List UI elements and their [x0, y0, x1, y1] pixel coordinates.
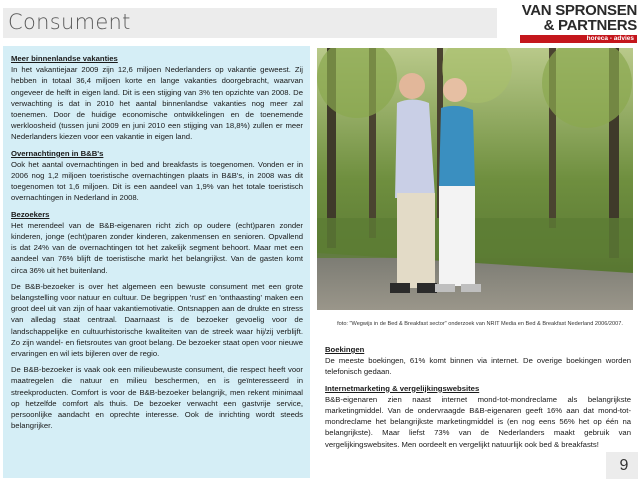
section-heading-internetmarketing: Internetmarketing & vergelijkingswebsites: [325, 383, 480, 393]
section-heading-bezoekers: Bezoekers: [11, 209, 50, 219]
photo-elderly-couple-walking: [317, 48, 633, 310]
right-text-column: [325, 344, 631, 455]
section-heading-vakanties: Meer binnenlandse vakanties: [11, 54, 118, 63]
section-text-vakanties: In het vakantiejaar 2009 zijn 12,6 miljoen Nederlanders op vakantie geweest. Zij hebben in totaal 36,4 miljoen korte en lange vakanties doorgebracht, waarvan ongeveer de helft in eigen land. Dit is een stijging van 3% ten opzichte van 2008. De verwachting is dat in 2010 het aantal binnenlandse vakanties nog meer zal toenemen. Door de huidige economische ontwikkelingen en de toenemende werkloosheid (tussen juni 2009 en juni 2010 een stijging van 18,8%) zullen er meer Nederlanders kiezen voor een vakantie in eigen land.: [11, 65, 303, 142]
page-title: Consument: [8, 10, 131, 34]
section-text-bezoekers-3: De B&B-bezoeker is vaak ook een milieubewuste consument, die respect heeft voor maatregelen die natuur en milieu beschermen, en is geïnteresseerd in streekproducten. Comfort is voor de B&B-bezoeker belangrijk, men rekent minimaal op hetzelfde comfort als thuis. De bezoeker verwacht een gastvrije service, persoonlijke aandacht en oprechte interesse. Ook de inrichting wordt steeds belangrijker.: [11, 365, 303, 431]
logo-bar: [520, 35, 637, 43]
logo-line-1: VAN SPRONSEN: [521, 2, 637, 19]
page-number: 9: [619, 457, 629, 474]
section-text-bezoekers-2: De B&B-bezoeker is over het algemeen een bewuste consument met een grote belangstelling voor natuur en cultuur. De begrippen 'rust' en 'onthaasting' maken een groot deel uit van zijn of haar vakantiemotivatie. Ontsnappen aan de drukte en stress van alledag staat centraal. Daarnaast is de bezoeker gevoelig voor de landschappelijke en cultuurhistorische kwaliteiten van de streek waar hij/zij verblijft. Zo zijn wandel- en fietsroutes van groot belang. De bezoeker staat open voor nieuwe ervaringen en wil iets bijleren over de regio.: [11, 281, 303, 359]
logo-line-2: & PARTNERS: [543, 17, 637, 34]
section-heading-overnachtingen: Overnachtingen in B&B's: [11, 148, 104, 158]
photo-caption: foto: "Wegwijs in de Bed & Breakfast sector" onderzoek van NRIT Media en Bed & Breakfast Nederland 2006/2007.: [337, 321, 623, 327]
logo-tagline: horeca - advies: [586, 35, 634, 42]
left-text-panel: [3, 46, 310, 478]
company-logo: [520, 3, 637, 47]
section-text-bezoekers-1: Het merendeel van de B&B-eigenaren richt zich op oudere (echt)paren zonder kinderen, jonge (echt)paren zonder kinderen, zakenmensen en senioren. Opvallend is dat 24% van de overnachtingen tot het zakelijk segment behoort. Maar met een aandeel van 76% blijft de toeristische markt het belangrijkst. Van de gasten komt circa 36% uit het buitenland.: [11, 220, 303, 275]
section-text-internetmarketing: B&B-eigenaren zien naast internet mond-tot-mondreclame als belangrijkste marketingmiddel. Van de ondervraagde B&B-eigenaren geeft 16% aan dat mond-tot-mondreclame het belangrijkste marketingmiddel is (en nog eens 56% het op één na belangrijkste). Maar liefst 73% van de Nederlanders maakt gebruik van vergelijkingswebsites. Men oordeelt en vergelijkt natuurlijk ook bed & breakfasts!: [325, 394, 631, 449]
section-text-overnachtingen: Ook het aantal overnachtingen in bed and breakfasts is toegenomen. Vonden er in 2006 nog 1,2 miljoen toeristische overnachtingen plaats in B&B's, in 2008 was dit toegenomen tot 1,6 miljoen. Dit is een aandeel van 1,9% van het totale toeristisch overnachtingen in Nederland in 2008.: [11, 159, 303, 203]
section-heading-boekingen: Boekingen: [325, 345, 365, 354]
section-text-boekingen: De meeste boekingen, 61% komt binnen via internet. De overige boekingen worden telefonisch gedaan.: [325, 356, 631, 377]
